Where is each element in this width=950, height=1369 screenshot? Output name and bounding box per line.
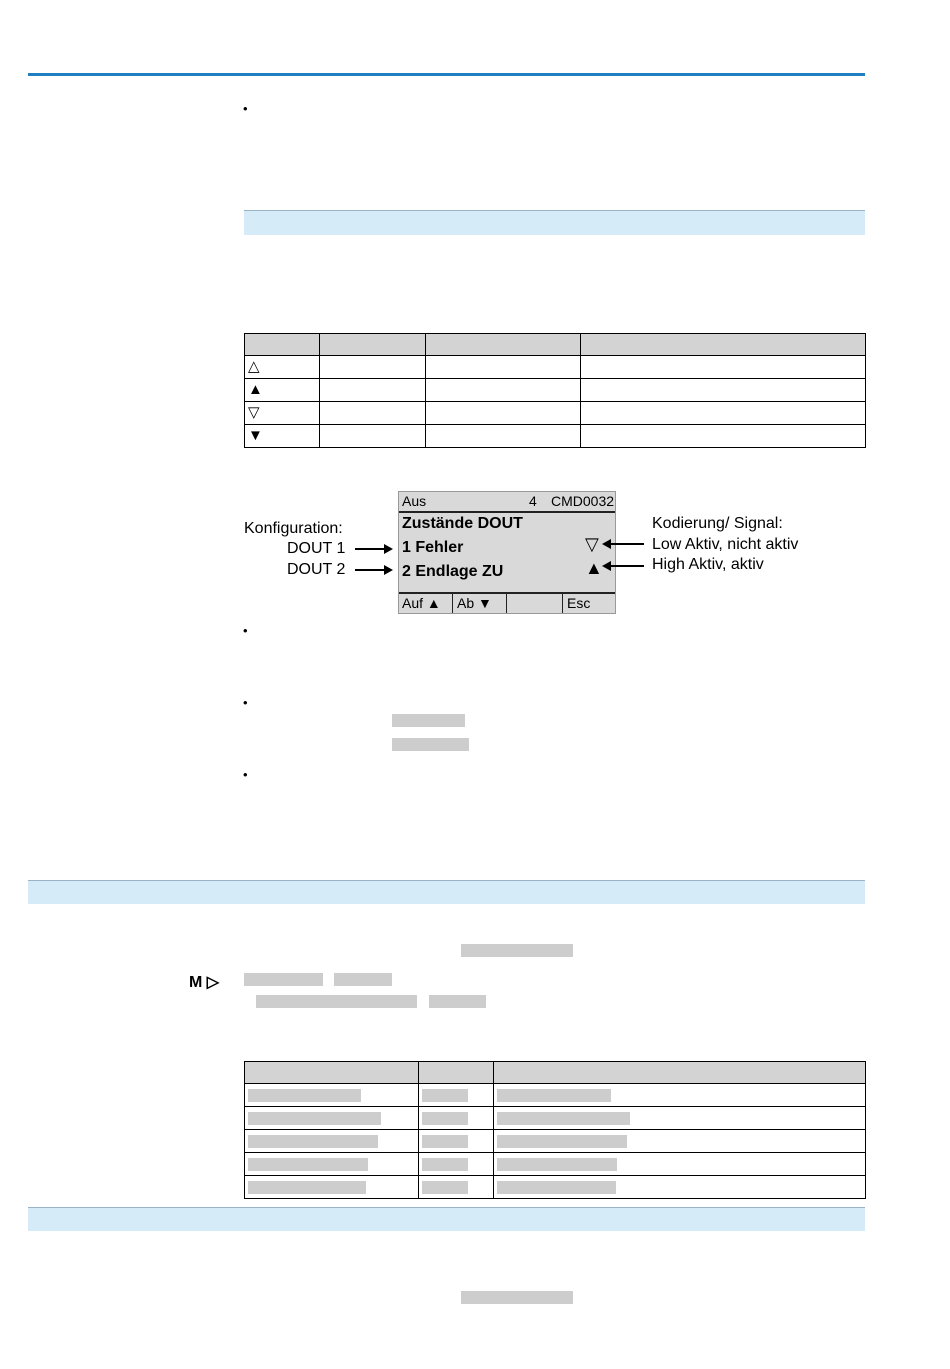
table-row — [245, 1107, 866, 1130]
redacted-heading — [461, 1291, 573, 1304]
config-label: Konfiguration: — [244, 520, 343, 537]
arrow-right-icon — [355, 548, 391, 550]
symbol-table — [244, 333, 866, 448]
table-row — [245, 1176, 866, 1199]
symbol-filled-down-icon: ▼ — [245, 425, 320, 448]
display-mode: Aus — [402, 493, 427, 509]
table-row — [245, 402, 866, 425]
filled-up-triangle-icon: ▲ — [585, 558, 603, 578]
outline-down-triangle-icon: ▽ — [585, 534, 599, 554]
dout2-label: DOUT 2 — [287, 561, 346, 578]
redacted-heading — [461, 944, 573, 957]
display-title: Zustände DOUT — [402, 515, 523, 532]
display-screen-code: CMD0032 — [551, 493, 615, 509]
symbol-filled-up-icon: ▲ — [245, 379, 320, 402]
display-header — [399, 492, 615, 513]
table-row — [245, 425, 866, 448]
table-row — [245, 1084, 866, 1107]
symbol-outline-up-icon: △ — [245, 356, 320, 379]
redacted-value — [392, 738, 469, 751]
coding-low-active: Low Aktiv, nicht aktiv — [652, 536, 799, 553]
redacted-menu-path — [334, 973, 392, 986]
coding-label: Kodierung/ Signal: — [652, 515, 783, 532]
menu-marker-icon: M ▷ — [189, 974, 220, 991]
bullet-3: • — [243, 695, 248, 710]
section-band-1 — [244, 210, 865, 235]
redacted-menu-path — [429, 995, 486, 1008]
config-table-header — [245, 1062, 866, 1084]
redacted-menu-path — [244, 973, 323, 986]
redacted-value — [392, 714, 465, 727]
device-display — [398, 491, 616, 614]
arrow-left-icon — [604, 543, 644, 545]
softkey-up[interactable]: Auf ▲ — [402, 595, 441, 611]
symbol-table-header — [245, 334, 866, 356]
display-line-2: 2 Endlage ZU — [402, 563, 504, 580]
bullet-4: • — [243, 767, 248, 782]
dout1-label: DOUT 1 — [287, 540, 346, 557]
table-row — [245, 379, 866, 402]
table-row — [245, 1153, 866, 1176]
coding-high-active: High Aktiv, aktiv — [652, 556, 764, 573]
symbol-outline-down-icon: ▽ — [245, 402, 320, 425]
display-line-1: 1 Fehler — [402, 539, 464, 556]
config-table — [244, 1061, 866, 1199]
header-rule — [28, 73, 865, 76]
display-softkeys — [399, 592, 615, 613]
section-band-2 — [28, 880, 865, 904]
table-row — [245, 356, 866, 379]
arrow-right-icon — [355, 569, 391, 571]
table-row — [245, 1130, 866, 1153]
arrow-left-icon — [604, 565, 644, 567]
display-page-number: 4 — [529, 493, 537, 509]
softkey-down[interactable]: Ab ▼ — [457, 595, 492, 611]
softkey-esc[interactable]: Esc — [567, 595, 591, 611]
redacted-menu-path — [256, 995, 417, 1008]
bullet-2: • — [243, 623, 248, 638]
section-band-3 — [28, 1207, 865, 1231]
bullet-1: • — [243, 101, 248, 116]
